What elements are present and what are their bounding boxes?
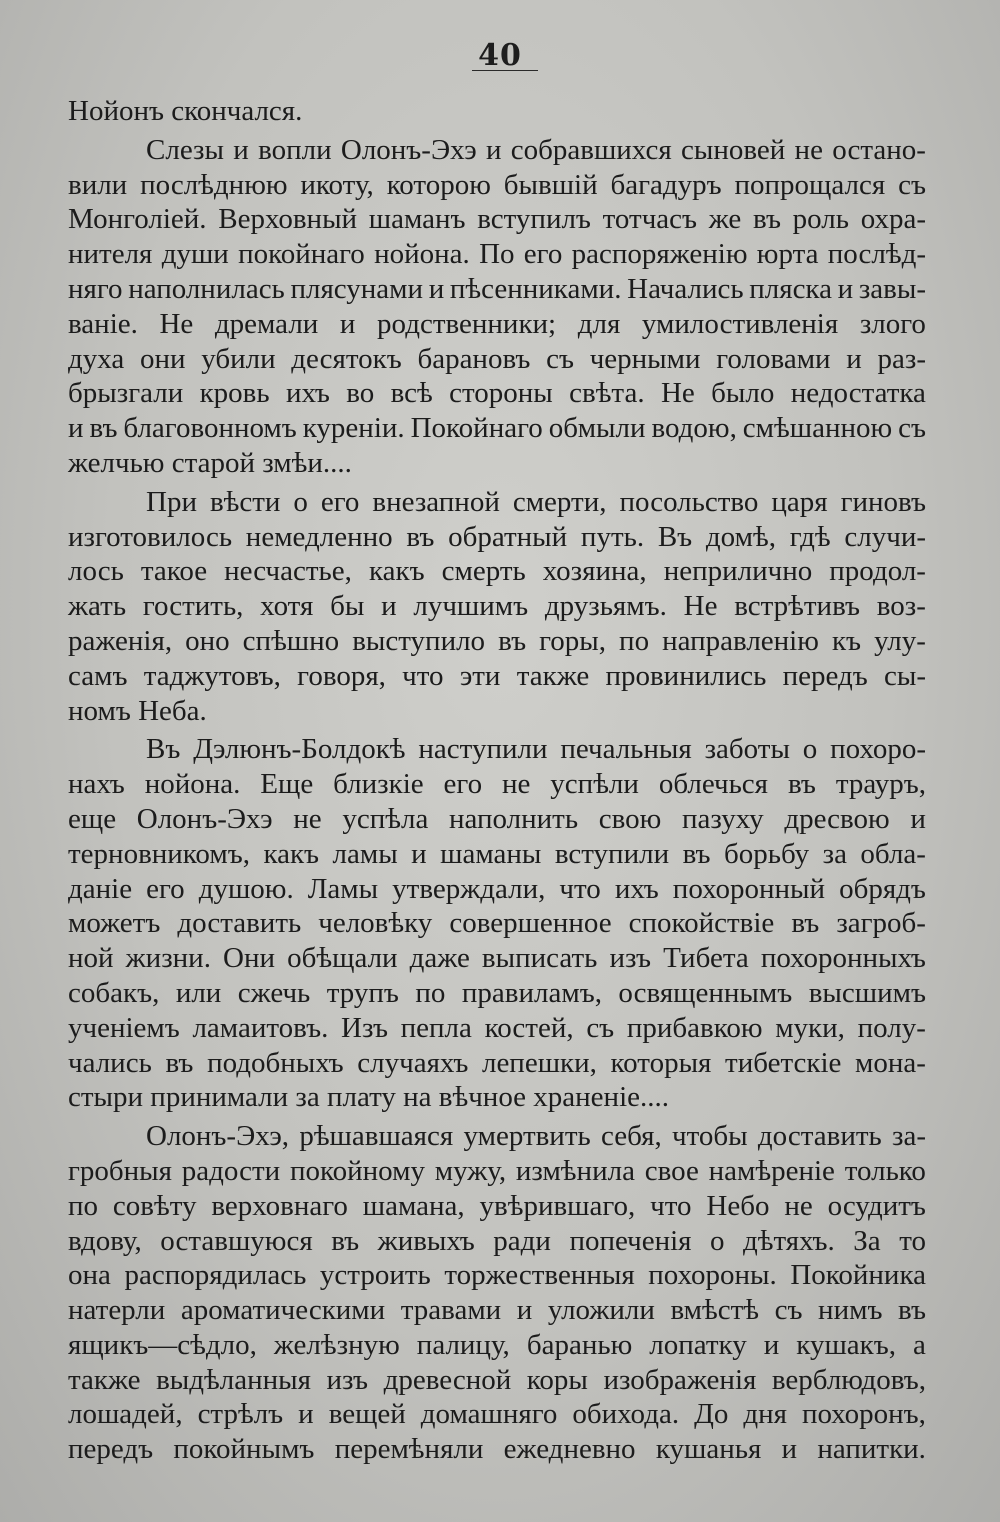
text-line: гробныя радости покойному мужу, измѣнила свое намѣреніе только	[68, 1154, 926, 1187]
text-line: брызгали кровь ихъ во всѣ стороны свѣта. Не было недостатка	[68, 377, 926, 410]
text-line: собакъ, или сжечь трупъ по правиламъ, освященнымъ высшимъ	[68, 976, 926, 1009]
text-line: также выдѣланныя изъ древесной коры изображенія верблюдовъ,	[68, 1363, 926, 1396]
text-line: номъ Неба.	[68, 694, 207, 727]
text-line: Нойонъ скончался.	[68, 95, 303, 127]
text-line: она распорядилась устроить торжественныя похороны. Покойника	[68, 1259, 926, 1292]
text-line: ящикъ—сѣдло, желѣзную палицу, баранью лопатку и кушакъ, а	[68, 1328, 926, 1361]
text-line: жать гостить, хотя бы и лучшимъ друзьямъ. Не встрѣтивъ воз-	[68, 590, 926, 623]
text-line: Въ Дэлюнъ-Болдокѣ наступили печальныя заботы о похоро-	[146, 733, 926, 766]
text-line: лошадей, стрѣлъ и вещей домашняго обихода. До дня похоронъ,	[68, 1398, 926, 1431]
text-line: терновникомъ, какъ ламы и шаманы вступили въ борьбу за обла-	[68, 837, 926, 870]
text-line: вили послѣднюю икоту, которою бывшій багадуръ попрощался съ	[68, 168, 926, 201]
body-text	[68, 94, 926, 1467]
text-line: изготовилось немедленно въ обратный путь. Въ домѣ, гдѣ случи-	[68, 520, 926, 553]
text-line: нителя души покойнаго нойона. По его распоряженію юрта послѣд-	[68, 238, 926, 271]
text-line: даніе его душою. Ламы утверждали, что ихъ похоронный обрядъ	[68, 872, 926, 905]
text-line: нахъ нойона. Еще близкіе его не успѣли облечься въ трауръ,	[68, 768, 926, 801]
paragraph	[68, 94, 926, 129]
text-line: и въ благовонномъ куреніи. Покойнаго обмыли водою, смѣшанною съ	[68, 412, 926, 445]
text-line: Слезы и вопли Олонъ-Эхэ и собравшихся сыновей не остано-	[146, 133, 926, 166]
text-line: стыри принимали за плату на вѣчное храненіе....	[68, 1081, 669, 1114]
text-line: ной жизни. Они обѣщали даже выписать изъ Тибета похоронныхъ	[68, 942, 926, 975]
text-line: раженія, оно спѣшно выступило въ горы, по направленію къ улу-	[68, 624, 926, 657]
text-line: желчью старой змѣи....	[68, 446, 352, 479]
text-line: няго наполнилась плясунами и пѣсенниками. Начались пляска и завы-	[68, 272, 926, 305]
text-line: можетъ доставить человѣку совершенное спокойствіе въ загроб-	[68, 907, 926, 940]
page-number: 40	[478, 38, 522, 73]
text-line: натерли ароматическими травами и уложили вмѣстѣ съ нимъ въ	[68, 1294, 926, 1327]
text-line: по совѣту верховнаго шамана, увѣрившаго, что Небо не осудитъ	[68, 1189, 926, 1222]
text-line: ученіемъ ламаитовъ. Изъ пепла костей, съ прибавкою муки, полу-	[68, 1011, 926, 1044]
text-line: вдову, оставшуюся въ живыхъ ради попеченія о дѣтяхъ. За то	[68, 1224, 926, 1257]
text-line: При вѣсти о его внезапной смерти, посольство царя гиновъ	[146, 485, 926, 518]
text-line: передъ покойнымъ перемѣняли ежедневно кушанья и напитки.	[68, 1433, 926, 1466]
page-number-underline	[472, 70, 538, 71]
text-line: лось такое несчастье, какъ смерть хозяина, неприлично продол-	[68, 555, 926, 588]
text-line: самъ таджутовъ, говоря, что эти также провинились передъ сы-	[68, 659, 926, 692]
paragraph	[68, 133, 926, 481]
paragraph	[68, 1119, 926, 1467]
text-line: ваніе. Не дремали и родственники; для умилостивленія злого	[68, 307, 926, 340]
paragraph	[68, 485, 926, 729]
text-line: Монголіей. Верховный шаманъ вступилъ тотчасъ же въ роль охра-	[68, 203, 926, 236]
text-line: Олонъ-Эхэ, рѣшавшаяся умертвить себя, чтобы доставить за-	[146, 1120, 926, 1153]
paragraph	[68, 732, 926, 1115]
text-line: чались въ подобныхъ случаяхъ лепешки, которыя тибетскіе мона-	[68, 1046, 926, 1079]
text-line: еще Олонъ-Эхэ не успѣла наполнить свою пазуху дресвою и	[68, 802, 926, 835]
text-line: духа они убили десятокъ барановъ съ черными головами и раз-	[68, 342, 926, 375]
